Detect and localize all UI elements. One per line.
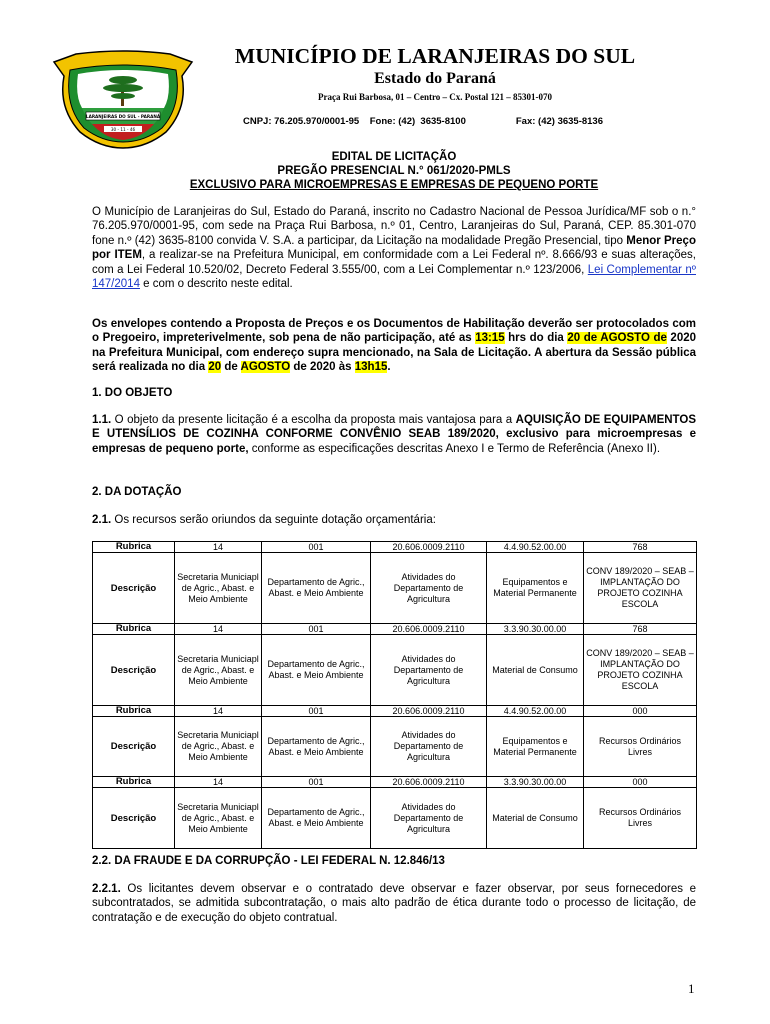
edital-line-3: EXCLUSIVO PARA MICROEMPRESAS E EMPRESAS DE PEQUENO PORTE <box>189 179 599 191</box>
table-cell: Secretaria Municiapl de Agric., Abast. e Meio Ambiente <box>175 635 262 706</box>
table-cell: 4.4.90.52.00.00 <box>487 542 584 553</box>
section-1-heading: 1. DO OBJETO <box>92 387 173 399</box>
table-row <box>93 706 697 717</box>
dotacao-table <box>92 541 697 849</box>
section-1-1-paragraph <box>92 413 696 456</box>
table-cell: Recursos Ordinários Livres <box>584 788 697 849</box>
intro-bold: Menor Preço por ITEM <box>92 234 696 262</box>
s221-num: 2.2.1. <box>92 883 121 895</box>
svg-text:30 - 11 - 46: 30 - 11 - 46 <box>110 127 136 132</box>
s11-text-2: conforme as especificações descritas Anexo I e Termo de Referência (Anexo II). <box>248 442 661 455</box>
table-cell: Departamento de Agric., Abast. e Meio Ambiente <box>262 788 371 849</box>
env-time-1: 13:15 <box>475 332 505 345</box>
table-cell: 20.606.0009.2110 <box>371 624 487 635</box>
address-line: Praça Rui Barbosa, 01 – Centro – Cx. Postal 121 – 85301-070 <box>317 92 553 102</box>
table-cell: Departamento de Agric., Abast. e Meio Ambiente <box>262 553 371 624</box>
env-time-2: 13h15 <box>354 361 388 374</box>
s11-bold: AQUISIÇÃO DE EQUIPAMENTOS E UTENSÍLIOS DE COZINHA CONFORME CONVÊNIO SEAB 189/2020, exclusivo para microempresas e empresas de pequeno porte, <box>92 414 696 455</box>
intro-paragraph <box>92 205 696 291</box>
env-text-3: 2020 na Prefeitura Municipal, com endereço supra mencionado, na Sala de Licitação. A abertura da Sessão pública será realizada no dia <box>92 332 697 374</box>
table-row <box>93 788 697 849</box>
table-cell: 20.606.0009.2110 <box>371 542 487 553</box>
s11-num: 1.1. <box>92 414 112 426</box>
rubrica-label: Rubrica <box>93 777 175 788</box>
env-date-1: 20 de AGOSTO de <box>567 332 667 345</box>
table-cell: Departamento de Agric., Abast. e Meio Ambiente <box>262 717 371 777</box>
table-row <box>93 624 697 635</box>
intro-text-2: , a realizar-se na Prefeitura Municipal, em conformidade com a Lei Federal nº. 8.666/93 e suas alterações, com a Lei Federal 10.520/02, Decreto Federal 3.555/00, com a Lei Complementar n.º 123/2006, <box>92 249 696 276</box>
table-cell: 001 <box>262 706 371 717</box>
svg-text:LARANJEIRAS DO SUL - PARANÁ: LARANJEIRAS DO SUL - PARANÁ <box>85 114 161 119</box>
page-number: 1 <box>688 981 695 996</box>
table-cell: Secretaria Municiapl de Agric., Abast. e Meio Ambiente <box>175 788 262 849</box>
table-cell: 14 <box>175 777 262 788</box>
env-text-1: Os envelopes contendo a Proposta de Preços e os Documentos de Habilitação deverão ser protocolados com o Pregoeiro, impreterivelmente, sob pena de não participação, até as <box>92 318 696 345</box>
table-cell: Atividades do Departamento de Agricultura <box>371 788 487 849</box>
table-cell: 14 <box>175 706 262 717</box>
table-cell: Material de Consumo <box>487 635 584 706</box>
envelopes-paragraph <box>92 317 696 375</box>
table-cell: CONV 189/2020 – SEAB – IMPLANTAÇÃO DO PROJETO COZINHA ESCOLA <box>584 635 697 706</box>
table-cell: 001 <box>262 542 371 553</box>
descricao-label: Descrição <box>93 553 175 624</box>
table-cell: Atividades do Departamento de Agricultura <box>371 553 487 624</box>
intro-text-1: O Município de Laranjeiras do Sul, Estado do Paraná, inscrito no Cadastro Nacional de Pessoa Jurídica/MF sob o n.° 76.205.970/0001-95, com sede na Praça Rui Barbosa, n.º 01, Centro, Laranjeiras do Sul, Paraná, CEP. 85.301-070 fone n.º (42) 3635-8100 convida V. S.A. a participar, da Licitação na modalidade Pregão Presencial, tipo <box>92 206 696 247</box>
table-row <box>93 777 697 788</box>
table-cell: Departamento de Agric., Abast. e Meio Ambiente <box>262 635 371 706</box>
table-row <box>93 542 697 553</box>
edital-line-2: PREGÃO PRESENCIAL N.° 061/2020-PMLS <box>277 165 511 177</box>
table-cell: 14 <box>175 624 262 635</box>
table-cell: Recursos Ordinários Livres <box>584 717 697 777</box>
table-cell: Material de Consumo <box>487 788 584 849</box>
table-cell: 000 <box>584 777 697 788</box>
table-cell: 000 <box>584 706 697 717</box>
intro-text-3: e com o descrito neste edital. <box>139 278 293 291</box>
s11-text-1: O objeto da presente licitação é a escolha da proposta mais vantajosa para a <box>111 414 516 426</box>
table-row <box>93 717 697 777</box>
municipality-title: MUNICÍPIO DE LARANJEIRAS DO SUL <box>234 44 636 68</box>
table-cell: Secretaria Municiapl de Agric., Abast. e Meio Ambiente <box>175 717 262 777</box>
table-row <box>93 635 697 706</box>
table-cell: Secretaria Municiapl de Agric., Abast. e Meio Ambiente <box>175 553 262 624</box>
table-cell: Equipamentos e Material Permanente <box>487 717 584 777</box>
table-cell: 001 <box>262 624 371 635</box>
table-cell: 001 <box>262 777 371 788</box>
descricao-label: Descrição <box>93 635 175 706</box>
section-2-2-heading: 2.2. DA FRAUDE E DA CORRUPÇÃO - LEI FEDERAL N. 12.846/13 <box>92 855 445 867</box>
edital-heading <box>92 150 696 192</box>
contacts-line <box>243 116 603 127</box>
rubrica-label: Rubrica <box>93 706 175 717</box>
table-cell: 768 <box>584 542 697 553</box>
section-2-2-1-paragraph <box>92 882 696 925</box>
env-text-5: de 2020 às <box>290 361 355 374</box>
table-cell: 768 <box>584 624 697 635</box>
descricao-label: Descrição <box>93 788 175 849</box>
env-month-2: AGOSTO <box>240 361 291 374</box>
table-cell: 20.606.0009.2110 <box>371 777 487 788</box>
rubrica-label: Rubrica <box>93 624 175 635</box>
table-row <box>93 553 697 624</box>
rubrica-label: Rubrica <box>93 542 175 553</box>
table-cell: 4.4.90.52.00.00 <box>487 706 584 717</box>
table-cell: 3.3.90.30.00.00 <box>487 777 584 788</box>
s21-num: 2.1. <box>92 514 112 526</box>
lei-complementar-link[interactable]: Lei Complementar nº 147/2014 <box>92 263 696 291</box>
env-text-6: . <box>387 361 391 374</box>
table-cell: CONV 189/2020 – SEAB – IMPLANTAÇÃO DO PROJETO COZINHA ESCOLA <box>584 553 697 624</box>
state-subtitle: Estado do Paraná <box>374 70 496 87</box>
table-cell: 3.3.90.30.00.00 <box>487 624 584 635</box>
descricao-label: Descrição <box>93 717 175 777</box>
table-cell: Equipamentos e Material Permanente <box>487 553 584 624</box>
section-2-1-paragraph <box>92 513 696 527</box>
section-2-heading: 2. DA DOTAÇÃO <box>92 486 182 498</box>
edital-line-1: EDITAL DE LICITAÇÃO <box>331 151 457 163</box>
table-cell: Atividades do Departamento de Agricultura <box>371 717 487 777</box>
env-day-2: 20 <box>208 361 222 374</box>
table-cell: 20.606.0009.2110 <box>371 706 487 717</box>
env-text-2: hrs do dia <box>504 332 568 345</box>
table-cell: Atividades do Departamento de Agricultura <box>371 635 487 706</box>
s21-text: Os recursos serão oriundos da seguinte dotação orçamentária: <box>111 514 436 526</box>
env-text-4: de <box>221 361 241 374</box>
fax-number: Fax: (42) 3635-8136 <box>515 116 603 127</box>
table-cell: 14 <box>175 542 262 553</box>
cnpj-phone: CNPJ: 76.205.970/0001-95 Fone: (42) 3635-8100 <box>243 116 466 127</box>
s221-text: Os licitantes devem observar e o contratado deve observar e fazer observar, por seus fornecedores e subcontratados, se admitida subcontratação, o mais alto padrão de ética durante todo o processo de licitação, de contratação e de execução do objeto contratual. <box>92 883 696 924</box>
